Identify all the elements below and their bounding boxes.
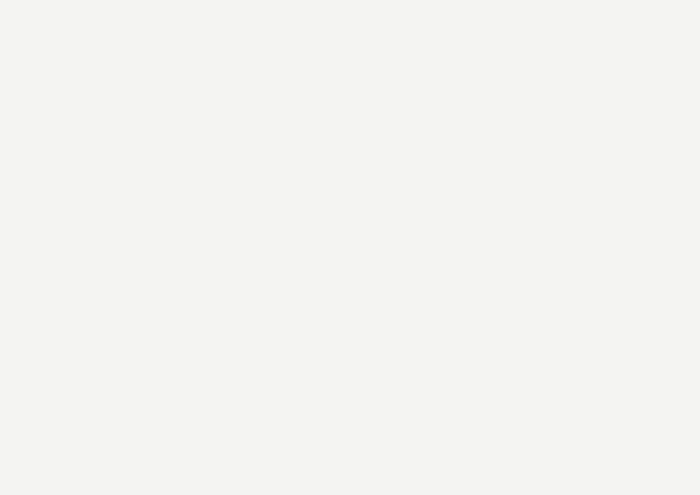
footer-note (115, 470, 121, 480)
